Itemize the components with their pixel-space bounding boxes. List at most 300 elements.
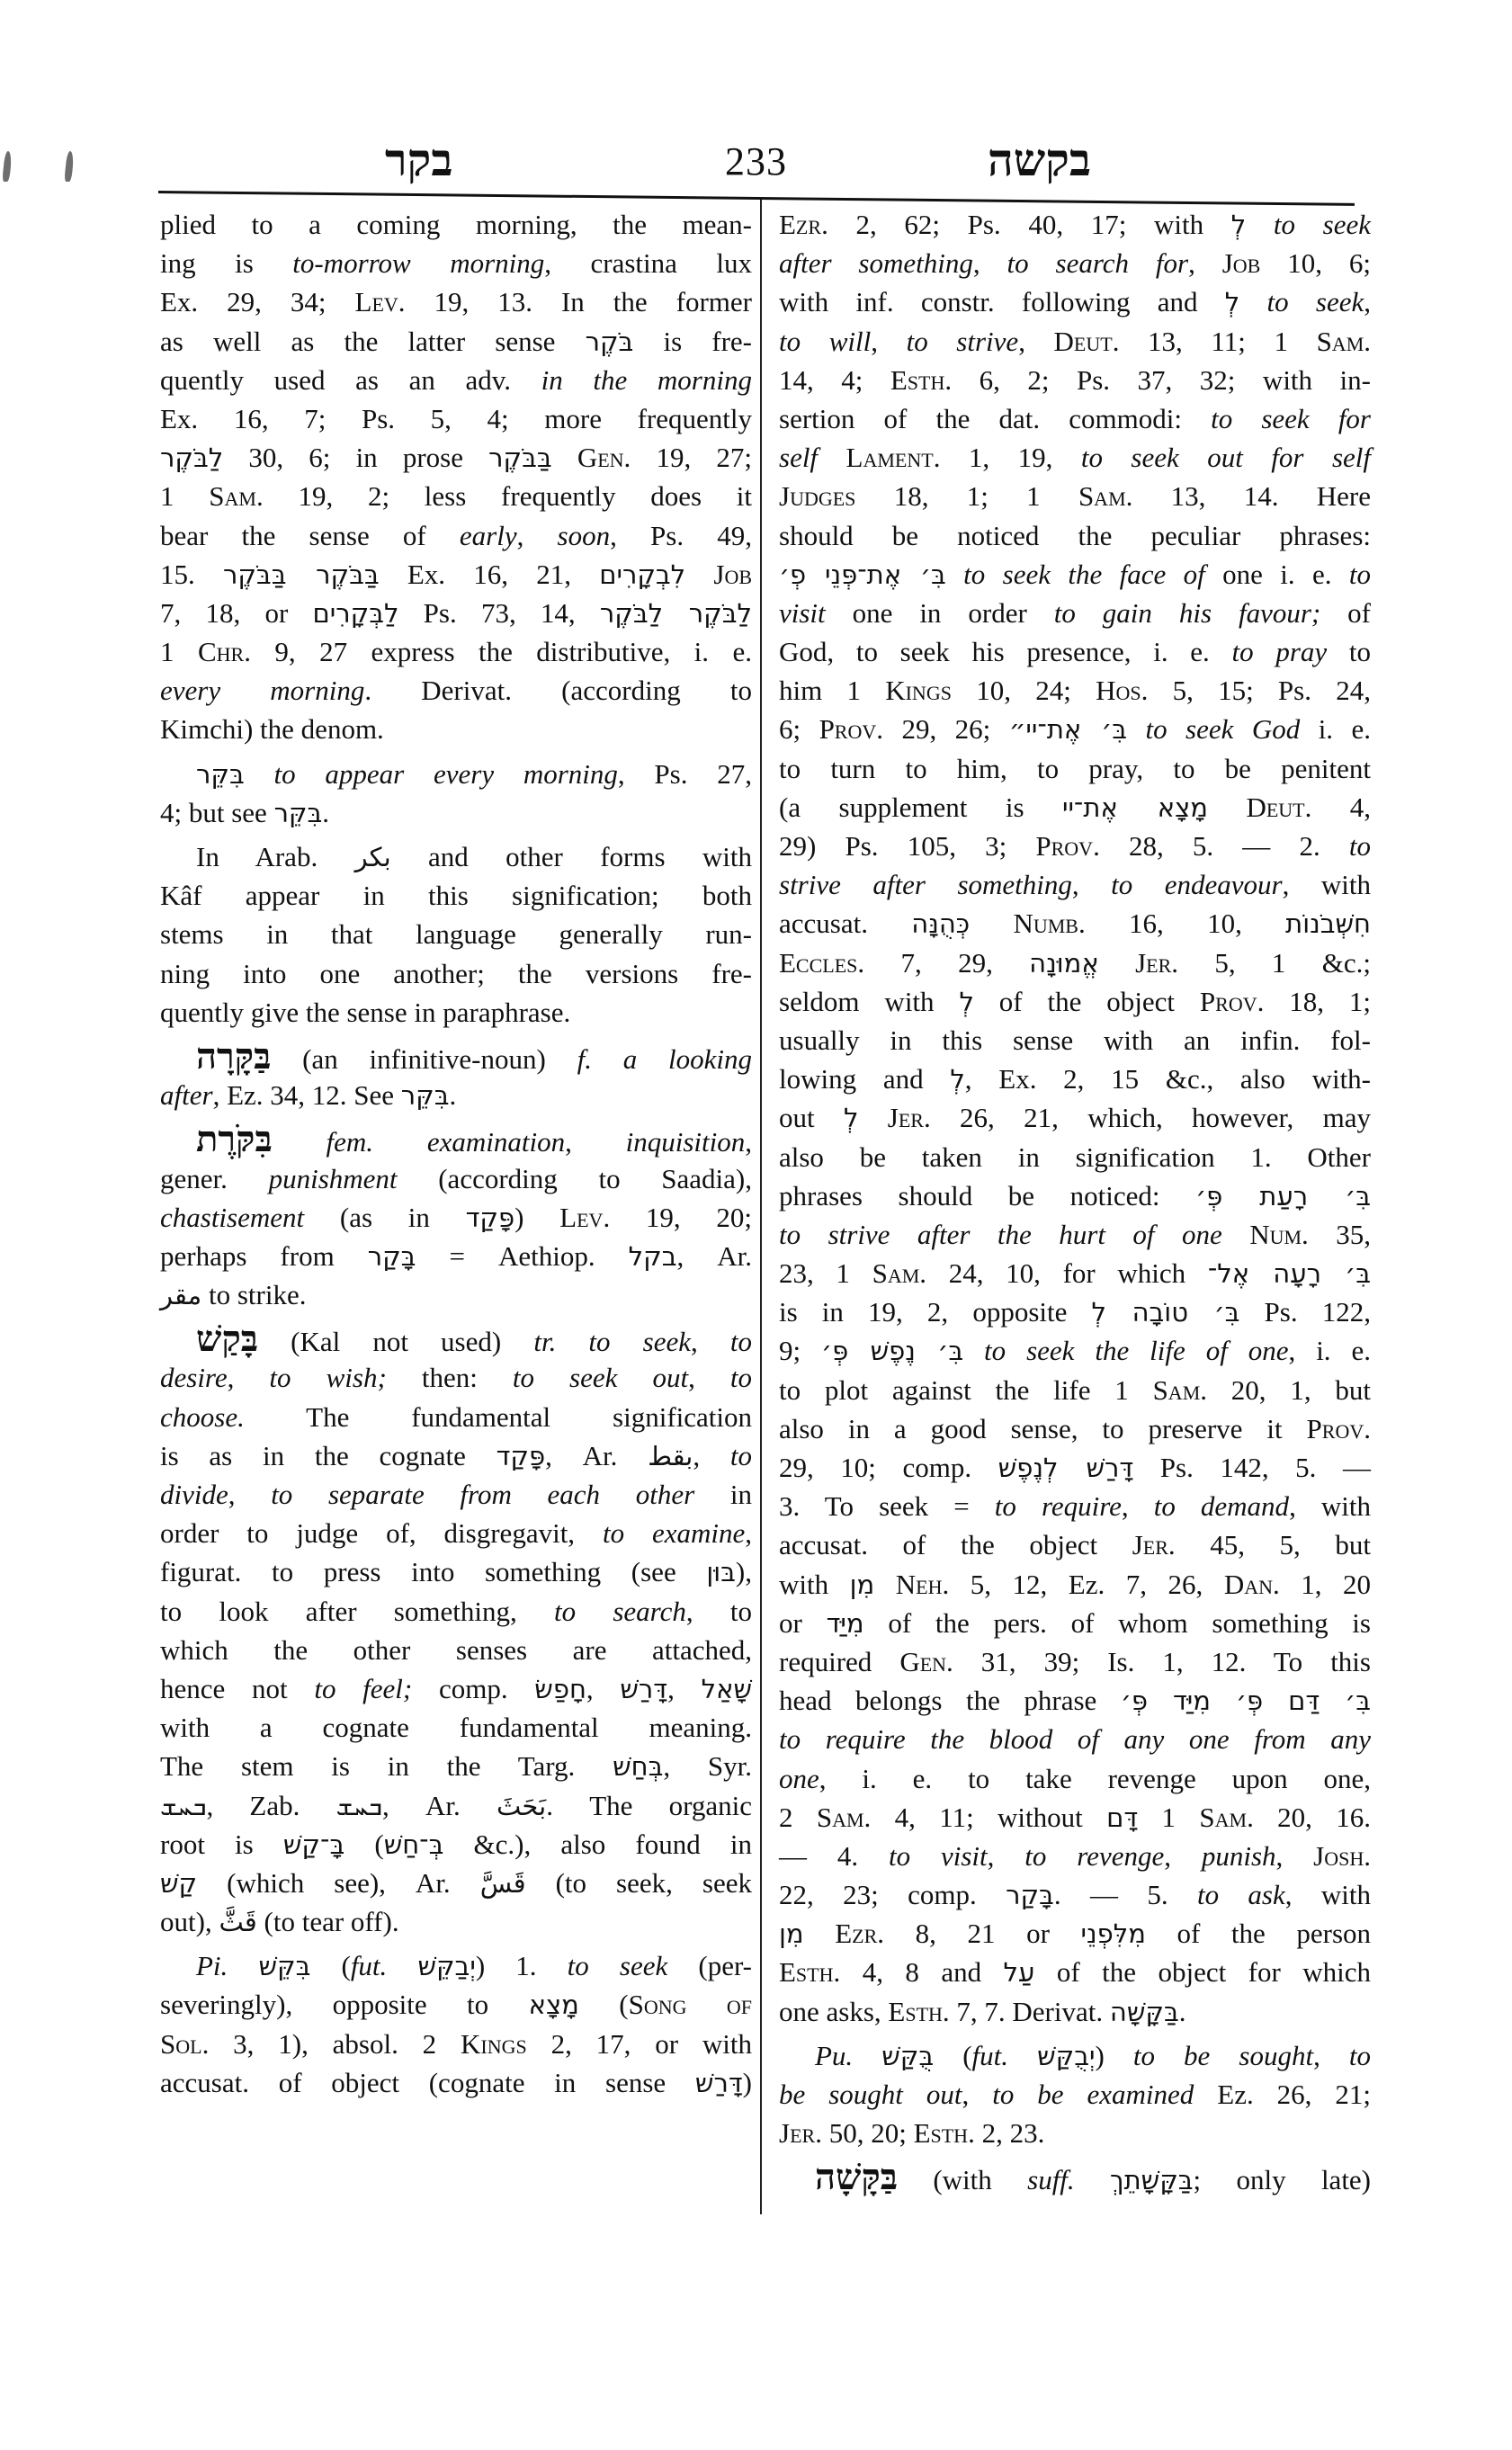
italic-text: inquisition xyxy=(625,1126,746,1158)
italic-text: strive after something xyxy=(779,869,1072,901)
text-line xyxy=(160,1159,752,1198)
text-run: figurat. to press into something (see xyxy=(160,1556,707,1588)
text-run: one i. e. xyxy=(1204,558,1349,590)
text-line xyxy=(160,322,752,361)
text-run: , Ar. xyxy=(676,1239,753,1272)
text-line xyxy=(779,555,1371,594)
text-line xyxy=(160,282,752,321)
hebrew-word: כְּהֻנָּה xyxy=(911,908,971,940)
text-run: order to judge of, disgregavit, xyxy=(160,1517,603,1550)
text-line xyxy=(160,555,752,594)
text-run: , xyxy=(1364,286,1372,318)
text-run: (per- xyxy=(667,1950,753,1982)
text-line xyxy=(160,1946,752,1985)
hebrew-word: מִן xyxy=(849,1569,875,1600)
text-line xyxy=(160,1631,752,1669)
book-reference: Lev xyxy=(559,1201,604,1233)
text-run: , xyxy=(745,1517,752,1550)
text-line xyxy=(160,1592,752,1631)
text-run xyxy=(387,1950,417,1981)
text-run: 29) Ps. 105, 3; xyxy=(779,830,1036,862)
italic-text: to examine xyxy=(602,1517,746,1550)
text-line xyxy=(779,282,1371,321)
text-run: , xyxy=(691,1326,730,1358)
italic-text: to xyxy=(1348,830,1371,862)
hebrew-word: לַבְּקָרִים xyxy=(312,597,399,629)
text-run: ( xyxy=(934,2039,972,2071)
hebrew-word: פָּקַד xyxy=(496,1440,546,1471)
hebrew-word: מָצָא xyxy=(528,1990,579,2021)
text-run: , to xyxy=(685,1595,752,1627)
text-run: perhaps from xyxy=(160,1239,368,1272)
text-run: with inf. constr. following and xyxy=(779,286,1225,318)
text-run xyxy=(685,559,713,590)
text-run: . 4, 8 and xyxy=(833,1956,1004,1989)
italic-text: punishment xyxy=(268,1162,398,1194)
italic-text: visit xyxy=(779,596,826,629)
headword: בִּקֹּרֶת xyxy=(196,1118,273,1161)
text-run: . 1, 19, xyxy=(933,442,1081,474)
book-reference: Esth xyxy=(779,1956,834,1989)
text-run: ) 1. xyxy=(475,1950,568,1982)
text-line xyxy=(160,1034,752,1077)
text-run: to look after something, xyxy=(160,1595,554,1627)
text-line xyxy=(779,1021,1371,1060)
hebrew-word: בִּ׳ טוֹבָה לְ xyxy=(1091,1297,1240,1328)
text-line xyxy=(779,205,1371,244)
hebrew-word: מִלִּפְנֵי xyxy=(1080,1918,1146,1950)
italic-text: chastisement xyxy=(160,1201,305,1233)
text-run: , xyxy=(745,1126,753,1158)
hebrew-word: בָּ־קַשׁ xyxy=(282,1829,345,1860)
text-run: , Ar. xyxy=(545,1439,649,1471)
text-line xyxy=(160,1708,752,1747)
text-run: (according to Saadia), xyxy=(397,1162,752,1194)
italic-text: to visit xyxy=(889,1839,988,1872)
text-run: . 7, 7. Derivat. xyxy=(942,1995,1110,2027)
text-run: , i. e. xyxy=(1288,1335,1372,1367)
text-run: . 3, 1), absol. 2 xyxy=(201,2027,461,2060)
text-run: , xyxy=(987,1839,1025,1872)
text-line xyxy=(160,710,752,748)
text-line xyxy=(160,1985,752,2024)
text-line xyxy=(779,1409,1371,1448)
text-run: out xyxy=(779,1102,844,1134)
text-run: Ex. 16, 7; Ps. 5, 4; more frequently xyxy=(160,402,752,434)
cognate-word: قَثَّ xyxy=(219,1907,257,1938)
text-run: , xyxy=(1164,1839,1202,1872)
italic-text: to xyxy=(1348,558,1371,590)
text-run: . 19, 13. In the former xyxy=(398,286,752,318)
book-reference: Sol xyxy=(160,2027,202,2060)
text-run: or xyxy=(779,1606,827,1639)
text-line xyxy=(779,904,1371,943)
text-line xyxy=(779,322,1371,361)
text-run: ( xyxy=(578,1989,629,2021)
text-run: as well as the latter sense xyxy=(160,325,586,357)
text-line xyxy=(779,2075,1371,2114)
text-run: comp. xyxy=(412,1672,535,1704)
book-reference: Numb xyxy=(1013,908,1078,940)
italic-text: fem. examination xyxy=(326,1126,566,1158)
text-run: then: xyxy=(386,1362,513,1394)
text-run: . 9, 27 express the distributive, i. e. xyxy=(244,636,752,668)
text-line xyxy=(779,827,1371,865)
text-line xyxy=(160,1475,752,1514)
text-run: . 5, 15; Ps. 24, xyxy=(1141,675,1371,707)
text-line xyxy=(779,516,1371,555)
text-run: which the other senses are attached, xyxy=(160,1633,752,1666)
text-run: . 4, xyxy=(1304,791,1372,823)
book-reference: Ezr xyxy=(779,209,822,240)
hebrew-word: בַּקָּשָׁה xyxy=(1109,1996,1179,2027)
text-line xyxy=(779,1565,1371,1604)
italic-text: f. a looking xyxy=(577,1042,752,1075)
cognate-word: بقط xyxy=(648,1440,693,1471)
hebrew-word: בַּקָּשָׁתֵךְ xyxy=(1110,2165,1194,2196)
text-run: to turn to him, to pray, to be penitent xyxy=(779,752,1371,784)
book-reference: Chr xyxy=(197,636,245,668)
italic-text: Pu. xyxy=(815,2039,854,2071)
text-run: is as in the cognate xyxy=(160,1439,497,1471)
text-run: , xyxy=(972,247,1007,280)
text-run: required xyxy=(779,1645,900,1677)
italic-text: to seek xyxy=(1266,286,1364,318)
text-run: 2, 17, or with xyxy=(526,2027,752,2060)
text-run: . 2, 23. xyxy=(968,2117,1045,2150)
text-line xyxy=(779,1837,1371,1875)
text-run: . 19, 2; less frequently does it xyxy=(255,480,752,513)
text-run: ), xyxy=(735,1556,752,1588)
text-run: , xyxy=(516,519,558,551)
book-reference: Job xyxy=(713,558,753,590)
text-run: 1 xyxy=(160,480,210,513)
text-run: ) xyxy=(514,1201,560,1233)
italic-text: in the morning xyxy=(541,363,752,396)
book-reference: Judges xyxy=(779,480,856,513)
text-line xyxy=(779,1331,1371,1370)
hebrew-word: חִשְּׁבֹנוֹת xyxy=(1285,908,1372,940)
book-reference: Jer xyxy=(1132,1529,1168,1561)
text-run: . 20, 16. xyxy=(1247,1801,1372,1833)
text-run: quently used as an adv. xyxy=(160,363,541,396)
italic-text: to-morrow morning xyxy=(292,247,545,280)
text-run: &c.), also found in xyxy=(443,1828,752,1860)
text-run xyxy=(818,442,845,473)
hebrew-word: מִיַּד xyxy=(826,1607,864,1639)
text-run: 22, 23; comp. xyxy=(779,1879,1007,1911)
text-run: usually in this sense with an infin. fol- xyxy=(779,1024,1371,1056)
text-run: . 7, 29, xyxy=(857,946,1030,979)
text-run: with xyxy=(779,1568,850,1600)
italic-text: every morning xyxy=(160,675,365,707)
text-run: 1 xyxy=(160,636,198,668)
text-line xyxy=(160,1669,752,1708)
text-line xyxy=(779,1254,1371,1292)
book-reference: Gen xyxy=(899,1645,947,1677)
text-run: . 19, 27; xyxy=(623,442,752,474)
text-line xyxy=(160,837,752,876)
italic-text: to pray xyxy=(1231,636,1328,668)
text-line xyxy=(160,438,752,477)
text-run: , Zab. xyxy=(206,1789,336,1821)
text-line xyxy=(160,1436,752,1475)
italic-text: to strive after the hurt of one xyxy=(779,1218,1222,1250)
text-run: , xyxy=(565,1126,626,1158)
text-line xyxy=(160,2025,752,2063)
text-run: 15. xyxy=(160,558,223,590)
book-reference: Esth xyxy=(890,363,945,396)
text-run xyxy=(1208,791,1246,823)
book-reference: Deut xyxy=(1246,791,1305,823)
text-run: 18, 1; 1 xyxy=(855,480,1078,513)
text-run: In Arab. xyxy=(196,841,355,872)
text-run: , xyxy=(227,1362,270,1394)
italic-text: to revenge xyxy=(1024,1839,1165,1872)
text-line xyxy=(779,1642,1371,1681)
text-run: 9; xyxy=(779,1335,822,1367)
text-run: . 5, 1 &c.; xyxy=(1171,946,1371,979)
text-run: is fre- xyxy=(633,325,753,357)
text-run: . 18, 1; xyxy=(1257,985,1371,1017)
header-rule xyxy=(158,191,1355,206)
text-run: ( xyxy=(344,1828,384,1860)
italic-text: to seek the life of one xyxy=(984,1335,1289,1367)
italic-text: to separate from each other xyxy=(271,1479,695,1510)
text-run: . The organic xyxy=(546,1789,752,1821)
text-line xyxy=(779,2114,1371,2152)
italic-text: choose. xyxy=(160,1400,245,1433)
text-run xyxy=(858,1102,887,1133)
text-run: . — 5. xyxy=(1053,1879,1197,1911)
text-run: severingly), opposite to xyxy=(160,1989,529,2021)
text-run xyxy=(552,442,577,473)
text-run xyxy=(963,1335,984,1366)
text-run: . xyxy=(1364,325,1372,357)
text-line xyxy=(160,671,752,710)
hebrew-word: בִּ׳ רָעָה אֶל־ xyxy=(1207,1258,1371,1290)
text-run: in xyxy=(694,1479,752,1510)
text-run: 7, 18, or xyxy=(160,596,313,629)
text-run: of xyxy=(1320,596,1372,629)
text-line xyxy=(779,943,1371,982)
text-run: also in a good sense, to preserve it xyxy=(779,1412,1307,1444)
text-run: (as in xyxy=(304,1201,466,1233)
text-line xyxy=(160,1864,752,1902)
text-run: , xyxy=(586,1672,621,1704)
text-line xyxy=(779,477,1371,515)
text-line xyxy=(779,1525,1371,1564)
text-line xyxy=(779,2156,1372,2199)
book-reference: Sam xyxy=(209,480,256,513)
text-run: . 1, 20 xyxy=(1272,1568,1372,1600)
text-run: ) xyxy=(742,2066,752,2098)
italic-text: to gain his favour; xyxy=(1053,596,1321,629)
text-run: . 28, 5. — 2. xyxy=(1093,830,1349,862)
text-line xyxy=(779,399,1371,438)
text-run: (a supplement is xyxy=(779,791,1062,823)
text-run: = Aethiop. xyxy=(416,1239,629,1272)
text-run: . 50, 20; xyxy=(815,2117,914,2150)
text-run: accusat. xyxy=(779,908,912,940)
hebrew-word: שָׁאַל xyxy=(701,1673,753,1704)
italic-text: to xyxy=(729,1326,753,1358)
book-reference: Prov xyxy=(819,713,877,746)
text-run xyxy=(874,1569,896,1600)
italic-text: to demand xyxy=(1153,1490,1290,1523)
text-run: hence not xyxy=(160,1672,315,1704)
cognate-word: قَسَّ xyxy=(479,1867,526,1899)
text-run: , xyxy=(1018,325,1054,357)
text-line xyxy=(160,1902,752,1941)
text-run: 29, 10; comp. xyxy=(779,1452,998,1483)
book-reference: Num xyxy=(1249,1218,1302,1250)
italic-text: suff. xyxy=(1027,2164,1075,2196)
italic-text: to seek for xyxy=(1211,402,1371,434)
text-line xyxy=(160,1358,752,1397)
book-reference: Jer xyxy=(1135,946,1172,979)
hebrew-word: בִּקֵּר xyxy=(196,758,245,790)
right-column xyxy=(779,205,1371,2197)
text-line xyxy=(779,1176,1371,1215)
header-left-word: בקר xyxy=(385,133,453,186)
text-line xyxy=(160,2063,752,2102)
hebrew-word: לַבֹּקֶר xyxy=(160,443,224,474)
text-run: , xyxy=(1071,869,1112,901)
text-line xyxy=(779,1798,1371,1837)
text-line xyxy=(779,1720,1371,1758)
column-divider xyxy=(760,200,762,2214)
italic-text: to strive xyxy=(906,325,1019,357)
text-run: , i. e. to take revenge upon one, xyxy=(819,1762,1371,1794)
text-line xyxy=(779,1953,1371,1991)
text-line xyxy=(160,1825,752,1864)
book-reference: Sam xyxy=(1078,480,1126,513)
book-reference: Dan xyxy=(1223,1568,1273,1600)
text-run: The stem is in the Targ. xyxy=(160,1750,613,1783)
text-run: , Ex. 2, 15 &c., also with- xyxy=(964,1063,1372,1095)
text-run: . 20, 1, but xyxy=(1200,1373,1371,1406)
text-line xyxy=(779,1914,1371,1953)
text-run: . 45, 5, but xyxy=(1168,1529,1371,1561)
text-run: 6; xyxy=(779,713,819,746)
text-line xyxy=(779,594,1371,632)
italic-text: to seek the face of xyxy=(963,558,1205,590)
text-line xyxy=(779,1487,1371,1525)
text-run: with a cognate fundamental meaning. xyxy=(160,1712,752,1744)
text-run xyxy=(1008,2040,1037,2071)
text-line xyxy=(160,993,752,1032)
italic-text: divide xyxy=(160,1479,228,1510)
text-run: 2 xyxy=(779,1801,817,1833)
book-reference: Prov xyxy=(1035,830,1094,862)
italic-text: to seek xyxy=(567,1950,668,1982)
text-run: . xyxy=(1364,1839,1371,1872)
text-line xyxy=(779,1681,1371,1720)
italic-text: to seek out for self xyxy=(1080,442,1372,474)
text-line xyxy=(779,671,1371,710)
book-reference: Sam xyxy=(1199,1801,1248,1833)
hebrew-word: בקל xyxy=(628,1240,677,1272)
book-reference: Prov xyxy=(1199,985,1257,1017)
book-reference: Sam xyxy=(1316,325,1364,357)
text-run: of the person xyxy=(1145,1918,1372,1950)
text-line xyxy=(779,1138,1371,1176)
text-run: one asks, xyxy=(779,1995,889,2027)
text-run: , Ps. 49, xyxy=(610,519,753,551)
text-run: , xyxy=(1275,1839,1314,1872)
text-run: , xyxy=(871,325,907,357)
text-run: , Ps. 27, xyxy=(617,757,752,790)
italic-text: fut. xyxy=(971,2039,1009,2071)
text-line xyxy=(779,361,1371,399)
italic-text: to xyxy=(1348,2039,1372,2071)
text-line xyxy=(779,982,1371,1021)
text-line xyxy=(779,438,1371,477)
italic-text: Pi. xyxy=(196,1950,228,1982)
text-line xyxy=(779,1060,1371,1098)
text-run: accusat. of the object xyxy=(779,1529,1132,1561)
text-run: also be taken in signification 1. Other xyxy=(779,1140,1371,1173)
text-line xyxy=(779,1448,1371,1487)
cognate-word: ܒܚܫ xyxy=(336,1790,383,1821)
hebrew-word: דָּרַשׁ xyxy=(694,2067,743,2098)
hebrew-word: לְ xyxy=(843,1103,859,1134)
book-reference: Esth xyxy=(913,2117,969,2150)
italic-text: to appear every morning xyxy=(273,757,618,790)
text-run: of the object for which xyxy=(1034,1956,1371,1989)
italic-text: punish xyxy=(1201,1839,1276,1872)
hebrew-word: יְבֻקַּשׁ xyxy=(1037,2040,1096,2071)
hebrew-word: בִּ׳ נֶפֶשׁ פְּ׳ xyxy=(821,1336,964,1367)
text-line xyxy=(160,399,752,438)
text-line xyxy=(160,1118,753,1161)
text-run: ( xyxy=(310,1950,351,1982)
text-run: of the object xyxy=(973,985,1200,1017)
text-line xyxy=(160,793,752,832)
book-reference: Song of xyxy=(628,1989,752,2021)
text-line xyxy=(779,865,1371,904)
text-run: Ps. 142, 5. — xyxy=(1133,1452,1371,1483)
text-run: . 4, 11; without xyxy=(863,1801,1107,1833)
text-run: (to seek, seek xyxy=(525,1866,752,1899)
text-run: 1 xyxy=(1138,1801,1200,1833)
italic-text: to will xyxy=(779,325,872,357)
text-line xyxy=(779,1875,1371,1914)
hebrew-word: לִבְקָרִים xyxy=(599,559,686,590)
text-line xyxy=(160,632,752,671)
book-reference: Eccles xyxy=(779,946,858,979)
text-run: gener. xyxy=(160,1162,269,1194)
text-run: . 13, 14. Here xyxy=(1125,480,1371,513)
text-run: , with xyxy=(1289,1490,1371,1523)
text-line xyxy=(779,710,1371,748)
book-reference: Josh xyxy=(1313,1839,1364,1872)
text-run xyxy=(245,758,274,790)
text-run: , xyxy=(693,1439,730,1471)
italic-text: to be sought xyxy=(1132,2039,1314,2071)
text-line xyxy=(160,244,752,282)
text-line xyxy=(779,749,1371,788)
text-line xyxy=(160,205,752,244)
text-run: stems in that language generally run- xyxy=(160,918,752,951)
hebrew-word: בִּקֵּר xyxy=(400,1080,450,1112)
italic-text: to search for xyxy=(1007,247,1189,280)
cognate-word: مقر xyxy=(160,1280,202,1311)
hebrew-word: בִּקֵּשׁ xyxy=(258,1951,311,1982)
text-run: . 26, 21, which, however, may xyxy=(923,1102,1372,1134)
text-run: ) xyxy=(1095,2039,1133,2071)
